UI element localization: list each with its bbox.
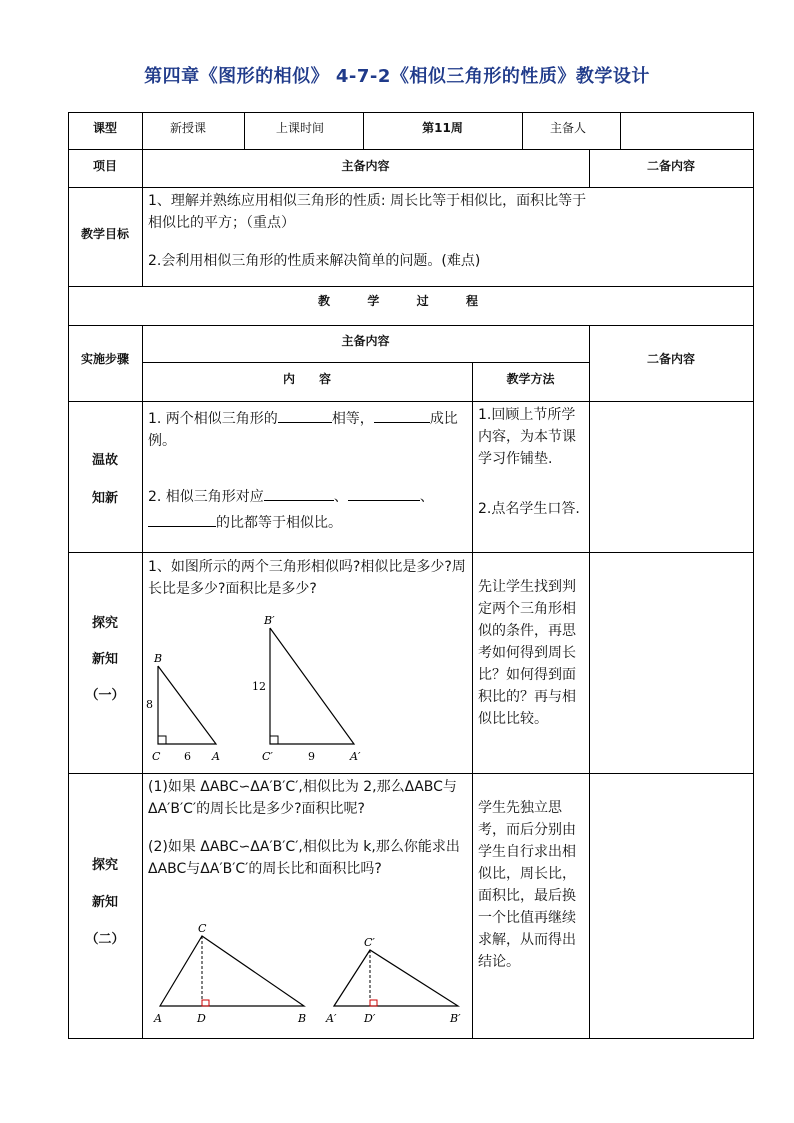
steps-label: 实施步骤 xyxy=(80,352,129,366)
vertex-A-prime: A′ xyxy=(350,750,361,763)
explore2-figure xyxy=(144,920,469,1032)
main-content-label: 主备内容 xyxy=(341,159,390,173)
lesson-plan-table xyxy=(68,112,754,1039)
small-triangle xyxy=(146,652,220,763)
review-label: 温故 知新 xyxy=(91,453,118,506)
vertex-A: A xyxy=(212,750,220,763)
steps-second-content: 二备内容 xyxy=(646,352,695,366)
explore1-figure xyxy=(144,608,464,768)
explore2-label: 探究 新知 （二） xyxy=(85,858,125,947)
explore2-method: 学生先独立思考，而后分别由学生自行求出相似比，周长比，面积比，最后换一个比值再继续求解，从而得出结论。 xyxy=(478,800,576,970)
vertex-C: C xyxy=(152,750,161,763)
explore2-question-2: (2)如果 ΔABC∽ΔA′B′C′,相似比为 k,那么你能求出ΔABC与ΔA′B′C′的周长比和面积比吗? xyxy=(148,839,460,877)
course-type-value: 新授课 xyxy=(170,121,207,135)
process-heading: 教 学 过 程 xyxy=(318,294,478,308)
vertex-A-prime: A′ xyxy=(326,1012,337,1025)
side-label-8: 8 xyxy=(146,698,153,711)
steps-main-content: 主备内容 xyxy=(341,334,390,348)
class-time-label: 上课时间 xyxy=(276,121,325,135)
triangle-abc-prime xyxy=(325,936,461,1025)
side-label-6: 6 xyxy=(184,750,191,763)
course-type-label: 课型 xyxy=(92,121,117,135)
vertex-D-prime: D′ xyxy=(364,1012,376,1025)
explore2-question-1: (1)如果 ΔABC∽ΔA′B′C′,相似比为 2,那么ΔABC与ΔA′B′C′的周长比是多少?面积比呢? xyxy=(148,779,457,817)
goals-label: 教学目标 xyxy=(80,227,129,241)
preparer-label: 主备人 xyxy=(550,121,587,135)
review-method-2: 2.点名学生口答. xyxy=(478,501,580,517)
large-triangle xyxy=(252,614,361,763)
item-label: 项目 xyxy=(92,159,117,173)
vertex-A: A xyxy=(154,1012,162,1025)
vertex-B-prime: B′ xyxy=(264,614,275,627)
review-question-1: 1. 两个相似三角形的 相等， 成比例。 xyxy=(148,408,468,452)
goal-1: 1、理解并熟练应用相似三角形的性质: 周长比等于相似比，面积比等于相似比的平方；（重点） xyxy=(148,193,587,231)
page-title: 第四章《图形的相似》 4-7-2《相似三角形的性质》教学设计 xyxy=(144,66,650,87)
review-method-1: 1.回顾上节所学内容，为本节课学习作铺垫. xyxy=(478,407,576,467)
class-time-value: 第11周 xyxy=(422,121,463,135)
steps-method: 教学方法 xyxy=(506,372,555,386)
second-content-label: 二备内容 xyxy=(646,159,695,173)
review-question-2: 2. 相似三角形对应 、 、的比都等于相似比。 xyxy=(148,484,468,536)
vertex-C-prime: C′ xyxy=(262,750,273,763)
vertex-B-prime: B′ xyxy=(450,1012,461,1025)
triangle-abc xyxy=(153,922,306,1025)
goal-2: 2.会利用相似三角形的性质来解决简单的问题。(难点) xyxy=(148,253,481,269)
explore1-method: 先让学生找到判定两个三角形相似的条件，再思考如何得到周长比？如何得到面积比的？再与相似比比较。 xyxy=(478,579,576,727)
vertex-D: D xyxy=(197,1012,206,1025)
vertex-C-prime: C′ xyxy=(364,936,375,949)
explore1-label: 探究 新知 （一） xyxy=(85,616,125,703)
vertex-B: B xyxy=(298,1012,307,1025)
steps-content: 内 容 xyxy=(282,372,331,386)
vertex-C: C xyxy=(198,922,207,935)
side-label-9: 9 xyxy=(308,750,315,763)
vertex-B: B xyxy=(154,652,163,665)
side-label-12: 12 xyxy=(252,680,266,693)
explore1-question: 1、如图所示的两个三角形相似吗?相似比是多少?周长比是多少?面积比是多少? xyxy=(148,559,466,597)
